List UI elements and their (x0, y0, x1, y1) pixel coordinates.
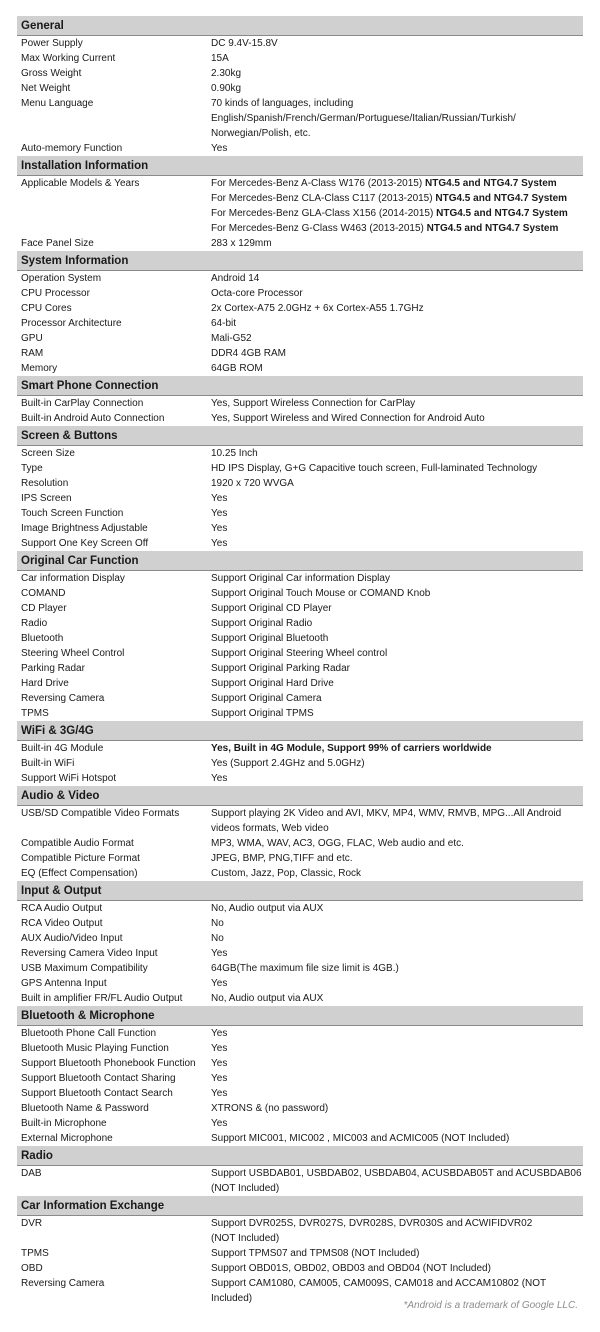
spec-value-line: (NOT Included) (211, 1233, 280, 1244)
section-header-installation-information: Installation Information (17, 156, 583, 176)
spec-row (17, 461, 583, 476)
spec-row (17, 806, 583, 836)
spec-value-line: Yes (211, 978, 228, 989)
spec-label: RCA Audio Output (21, 903, 103, 914)
spec-label: External Microphone (21, 1133, 113, 1144)
spec-row (17, 361, 583, 376)
spec-value (211, 1086, 583, 1101)
spec-row (17, 961, 583, 976)
spec-label: EQ (Effect Compensation) (21, 868, 138, 879)
spec-value-text: For Mercedes-Benz CLA-Class C117 (2013-2015) (211, 193, 436, 204)
spec-value-line: Support Original Camera (211, 693, 322, 704)
spec-row (17, 706, 583, 721)
spec-label: Menu Language (21, 98, 94, 109)
spec-value-line: Support Original Steering Wheel control (211, 648, 388, 659)
spec-value-line: Support DVR025S, DVR027S, DVR028S, DVR030S and ACWIFIDVR02 (211, 1218, 533, 1229)
spec-row (17, 601, 583, 616)
spec-row (17, 571, 583, 586)
spec-value (211, 346, 583, 361)
spec-label: Compatible Audio Format (21, 838, 134, 849)
spec-label: Bluetooth Music Playing Function (21, 1043, 169, 1054)
spec-value (211, 991, 583, 1006)
spec-row (17, 1056, 583, 1071)
spec-value-line: Support USBDAB01, USBDAB02, USBDAB04, ACUSBDAB05T and ACUSBDAB06 (211, 1168, 582, 1179)
spec-row (17, 771, 583, 786)
spec-row (17, 741, 583, 756)
section-header-system-information: System Information (17, 251, 583, 271)
spec-label: Applicable Models & Years (21, 178, 140, 189)
spec-value-line: Yes (211, 948, 228, 959)
spec-value-line (211, 191, 583, 206)
spec-value (211, 771, 583, 786)
spec-row (17, 1026, 583, 1041)
spec-row (17, 631, 583, 646)
spec-value (211, 646, 583, 661)
spec-value (211, 1116, 583, 1131)
spec-label: Reversing Camera Video Input (21, 948, 158, 959)
spec-value-line: Support CAM1080, CAM005, CAM009S, CAM018 and ACCAM10802 (NOT (211, 1278, 547, 1289)
spec-row (17, 446, 583, 461)
spec-value (211, 756, 583, 771)
spec-row (17, 691, 583, 706)
spec-label: Support Bluetooth Phonebook Function (21, 1058, 196, 1069)
spec-value-line: Mali-G52 (211, 333, 252, 344)
spec-value-line: Norwegian/Polish, etc. (211, 128, 311, 139)
spec-value-line: Yes, Support Wireless and Wired Connection for Android Auto (211, 413, 485, 424)
spec-label: CPU Cores (21, 303, 72, 314)
spec-value-line (211, 221, 583, 236)
spec-row (17, 36, 583, 51)
spec-label: Built-in CarPlay Connection (21, 398, 144, 409)
spec-row (17, 141, 583, 156)
spec-value (211, 491, 583, 506)
spec-value (211, 1041, 583, 1056)
section-header-input-output: Input & Output (17, 881, 583, 901)
spec-value-line (211, 176, 583, 191)
spec-row (17, 491, 583, 506)
spec-value (211, 1216, 583, 1246)
spec-label: Radio (21, 618, 48, 629)
spec-row (17, 946, 583, 961)
spec-label: USB/SD Compatible Video Formats (21, 808, 180, 819)
spec-value-line: No (211, 933, 224, 944)
spec-row (17, 1261, 583, 1276)
spec-value (211, 976, 583, 991)
spec-label: DVR (21, 1218, 43, 1229)
spec-label: Steering Wheel Control (21, 648, 125, 659)
spec-label: Memory (21, 363, 58, 374)
spec-value-emphasis: NTG4.5 and NTG4.7 System (435, 193, 568, 204)
spec-value (211, 916, 583, 931)
spec-value-line (211, 206, 583, 221)
spec-row (17, 396, 583, 411)
spec-label: TPMS (21, 1248, 49, 1259)
spec-label: Car information Display (21, 573, 125, 584)
spec-value (211, 1131, 583, 1146)
spec-value-line: Support Original TPMS (211, 708, 314, 719)
spec-value-text: For Mercedes-Benz G-Class W463 (2013-2015) (211, 223, 427, 234)
spec-value-line: Yes (211, 1118, 228, 1129)
spec-row (17, 931, 583, 946)
spec-row (17, 316, 583, 331)
spec-value-line: English/Spanish/French/German/Portuguese/Italian/Russian/Turkish/ (211, 113, 516, 124)
spec-value (211, 586, 583, 601)
spec-value-line: 64GB(The maximum file size limit is 4GB.) (211, 963, 399, 974)
spec-row (17, 236, 583, 251)
section-header-bluetooth-microphone: Bluetooth & Microphone (17, 1006, 583, 1026)
spec-value-line: Custom, Jazz, Pop, Classic, Rock (211, 868, 362, 879)
section-header-radio: Radio (17, 1146, 583, 1166)
spec-value-line: Support TPMS07 and TPMS08 (NOT Included) (211, 1248, 420, 1259)
spec-value (211, 1026, 583, 1041)
spec-label: Hard Drive (21, 678, 69, 689)
spec-row (17, 1216, 583, 1246)
spec-label: IPS Screen (21, 493, 72, 504)
spec-value-emphasis: Yes, Built in 4G Module, Support 99% of carriers worldwide (211, 743, 492, 754)
spec-value-text: For Mercedes-Benz A-Class W176 (2013-2015) (211, 178, 425, 189)
spec-label: Bluetooth (21, 633, 64, 644)
spec-label: Processor Architecture (21, 318, 122, 329)
spec-label: OBD (21, 1263, 43, 1274)
spec-value (211, 141, 583, 156)
spec-value-line: Support Original CD Player (211, 603, 332, 614)
spec-value-line: 1920 x 720 WVGA (211, 478, 294, 489)
spec-value (211, 36, 583, 51)
spec-label: CPU Processor (21, 288, 90, 299)
spec-value-line: No (211, 918, 224, 929)
spec-row (17, 81, 583, 96)
spec-value (211, 631, 583, 646)
spec-value (211, 1261, 583, 1276)
spec-value-line: Yes (211, 493, 228, 504)
spec-value-line: Support OBD01S, OBD02, OBD03 and OBD04 (NOT Included) (211, 1263, 491, 1274)
spec-row (17, 1086, 583, 1101)
spec-value (211, 741, 583, 756)
spec-value-line: 64GB ROM (211, 363, 263, 374)
spec-row (17, 1246, 583, 1261)
spec-value (211, 476, 583, 491)
spec-value-line: Yes (211, 1043, 228, 1054)
spec-row (17, 976, 583, 991)
spec-value-line: Support MIC001, MIC002 , MIC003 and ACMIC005 (NOT Included) (211, 1133, 510, 1144)
spec-label: Support WiFi Hotspot (21, 773, 117, 784)
spec-value (211, 536, 583, 551)
spec-row (17, 271, 583, 286)
spec-value-line: Yes (211, 143, 228, 154)
section-header-smart-phone-connection: Smart Phone Connection (17, 376, 583, 396)
spec-value (211, 506, 583, 521)
spec-value-line: DDR4 4GB RAM (211, 348, 287, 359)
spec-row (17, 96, 583, 141)
spec-value-line: 10.25 Inch (211, 448, 258, 459)
spec-value-emphasis: NTG4.5 and NTG4.7 System (424, 178, 557, 189)
spec-row (17, 331, 583, 346)
spec-value-line: Support Original Touch Mouse or COMAND Knob (211, 588, 431, 599)
spec-row (17, 646, 583, 661)
spec-row (17, 51, 583, 66)
spec-value (211, 271, 583, 286)
spec-row (17, 346, 583, 361)
spec-value (211, 236, 583, 251)
spec-label: Built-in Android Auto Connection (21, 413, 165, 424)
spec-value (211, 361, 583, 376)
spec-value (211, 851, 583, 866)
spec-label: Operation System (21, 273, 102, 284)
spec-value-line: 15A (211, 53, 229, 64)
section-header-car-information-exchange: Car Information Exchange (17, 1196, 583, 1216)
spec-value-line: MP3, WMA, WAV, AC3, OGG, FLAC, Web audio and etc. (211, 838, 464, 849)
spec-value-line: Yes (211, 538, 228, 549)
spec-row (17, 176, 583, 236)
spec-value-line: 0.90kg (211, 83, 242, 94)
spec-label: Resolution (21, 478, 69, 489)
spec-row (17, 1041, 583, 1056)
spec-label: GPU (21, 333, 43, 344)
spec-row (17, 536, 583, 551)
spec-value (211, 176, 583, 236)
spec-value-line: (NOT Included) (211, 1183, 280, 1194)
spec-value-line: Support playing 2K Video and AVI, MKV, MP4, WMV, RMVB, MPG...All Android (211, 808, 562, 819)
spec-value (211, 411, 583, 426)
spec-label: Reversing Camera (21, 693, 105, 704)
spec-row (17, 506, 583, 521)
spec-value (211, 1101, 583, 1116)
spec-label: Power Supply (21, 38, 83, 49)
spec-label: Built in amplifier FR/FL Audio Output (21, 993, 183, 1004)
spec-value (211, 461, 583, 476)
spec-label: GPS Antenna Input (21, 978, 107, 989)
spec-row (17, 1071, 583, 1086)
spec-value-line: Support Original Car information Display (211, 573, 390, 584)
spec-value-line (211, 741, 583, 756)
spec-value (211, 331, 583, 346)
spec-row (17, 1116, 583, 1131)
spec-value-line: HD IPS Display, G+G Capacitive touch screen, Full-laminated Technology (211, 463, 538, 474)
spec-value-line: Included) (211, 1293, 253, 1304)
spec-label: Type (21, 463, 43, 474)
spec-row (17, 521, 583, 536)
spec-label: Bluetooth Name & Password (21, 1103, 149, 1114)
section-header-wifi-3g-4g: WiFi & 3G/4G (17, 721, 583, 741)
spec-value-line: videos formats, Web video (211, 823, 329, 834)
spec-value-line: Yes (211, 523, 228, 534)
spec-value-line: Support Original Bluetooth (211, 633, 329, 644)
spec-value (211, 616, 583, 631)
spec-label: Bluetooth Phone Call Function (21, 1028, 157, 1039)
spec-label: Built-in 4G Module (21, 743, 104, 754)
spec-row (17, 991, 583, 1006)
spec-value-line: Yes (211, 1073, 228, 1084)
spec-value (211, 866, 583, 881)
spec-value (211, 931, 583, 946)
spec-row (17, 616, 583, 631)
spec-value (211, 286, 583, 301)
spec-value-line: DC 9.4V-15.8V (211, 38, 278, 49)
spec-value-line: Yes (211, 1028, 228, 1039)
spec-value-line: 70 kinds of languages, including (211, 98, 354, 109)
trademark-footnote: *Android is a trademark of Google LLC. (403, 1300, 578, 1311)
spec-label: Support One Key Screen Off (21, 538, 149, 549)
spec-value-line: Yes (211, 1058, 228, 1069)
spec-value (211, 661, 583, 676)
spec-value-line: 2x Cortex-A75 2.0GHz + 6x Cortex-A55 1.7GHz (211, 303, 424, 314)
spec-label: Built-in Microphone (21, 1118, 107, 1129)
spec-label: TPMS (21, 708, 49, 719)
spec-value (211, 316, 583, 331)
spec-label: Auto-memory Function (21, 143, 123, 154)
spec-value-emphasis: NTG4.5 and NTG4.7 System (426, 223, 559, 234)
spec-value (211, 1246, 583, 1261)
spec-row (17, 301, 583, 316)
spec-value (211, 961, 583, 976)
spec-value (211, 571, 583, 586)
spec-value-line: Yes, Support Wireless Connection for CarPlay (211, 398, 416, 409)
spec-value-emphasis: NTG4.5 and NTG4.7 System (436, 208, 568, 219)
spec-label: Touch Screen Function (21, 508, 124, 519)
spec-value-line: 2.30kg (211, 68, 242, 79)
section-header-screen-buttons: Screen & Buttons (17, 426, 583, 446)
spec-value (211, 706, 583, 721)
spec-value-line: No, Audio output via AUX (211, 903, 324, 914)
spec-row (17, 411, 583, 426)
spec-value (211, 676, 583, 691)
spec-row (17, 916, 583, 931)
spec-row (17, 1101, 583, 1116)
spec-label: Screen Size (21, 448, 75, 459)
spec-row (17, 851, 583, 866)
spec-value-line: 64-bit (211, 318, 237, 329)
spec-value-line: Android 14 (211, 273, 260, 284)
spec-value-line: XTRONS & (no password) (211, 1103, 329, 1114)
spec-value-text: For Mercedes-Benz GLA-Class X156 (2014-2015) (211, 208, 437, 219)
spec-value-line: Support Original Parking Radar (211, 663, 350, 674)
section-header-original-car-function: Original Car Function (17, 551, 583, 571)
spec-label: Support Bluetooth Contact Sharing (21, 1073, 176, 1084)
spec-row (17, 866, 583, 881)
spec-row (17, 286, 583, 301)
spec-row (17, 1131, 583, 1146)
spec-label: RCA Video Output (21, 918, 103, 929)
spec-value (211, 66, 583, 81)
spec-label: Image Brightness Adjustable (21, 523, 148, 534)
spec-label: COMAND (21, 588, 66, 599)
spec-value (211, 96, 583, 141)
spec-value (211, 1071, 583, 1086)
spec-value (211, 1056, 583, 1071)
spec-label: CD Player (21, 603, 67, 614)
spec-value-line: Octa-core Processor (211, 288, 303, 299)
spec-value (211, 396, 583, 411)
spec-value (211, 946, 583, 961)
spec-value-line: Yes (211, 1088, 228, 1099)
spec-value (211, 521, 583, 536)
spec-value (211, 901, 583, 916)
spec-label: Compatible Picture Format (21, 853, 140, 864)
spec-value-line: Support Original Hard Drive (211, 678, 334, 689)
spec-label: Gross Weight (21, 68, 82, 79)
spec-label: USB Maximum Compatibility (21, 963, 148, 974)
spec-label: DAB (21, 1168, 42, 1179)
spec-value (211, 691, 583, 706)
spec-label: Face Panel Size (21, 238, 94, 249)
spec-row (17, 836, 583, 851)
spec-value (211, 446, 583, 461)
spec-row (17, 66, 583, 81)
spec-label: RAM (21, 348, 44, 359)
spec-label: Net Weight (21, 83, 71, 94)
spec-label: Max Working Current (21, 53, 116, 64)
spec-label: AUX Audio/Video Input (21, 933, 123, 944)
spec-value (211, 301, 583, 316)
spec-row (17, 476, 583, 491)
spec-value-line: Support Original Radio (211, 618, 313, 629)
spec-row (17, 756, 583, 771)
spec-value-line: JPEG, BMP, PNG,TIFF and etc. (211, 853, 353, 864)
spec-value-line: Yes (211, 773, 228, 784)
section-header-general: General (17, 16, 583, 36)
spec-value-line: Yes (Support 2.4GHz and 5.0GHz) (211, 758, 365, 769)
spec-value (211, 51, 583, 66)
spec-value (211, 601, 583, 616)
spec-row (17, 661, 583, 676)
spec-value-line: 283 x 129mm (211, 238, 272, 249)
spec-row (17, 1166, 583, 1196)
section-header-audio-video: Audio & Video (17, 786, 583, 806)
spec-row (17, 901, 583, 916)
spec-row (17, 676, 583, 691)
spec-value-line: Yes (211, 508, 228, 519)
spec-label: Support Bluetooth Contact Search (21, 1088, 173, 1099)
spec-label: Parking Radar (21, 663, 85, 674)
spec-label: Reversing Camera (21, 1278, 105, 1289)
spec-label: Built-in WiFi (21, 758, 75, 769)
spec-row (17, 586, 583, 601)
spec-sheet (17, 16, 583, 1306)
spec-value (211, 81, 583, 96)
spec-value (211, 806, 583, 836)
spec-value (211, 836, 583, 851)
spec-value (211, 1166, 583, 1196)
spec-value-line: No, Audio output via AUX (211, 993, 324, 1004)
